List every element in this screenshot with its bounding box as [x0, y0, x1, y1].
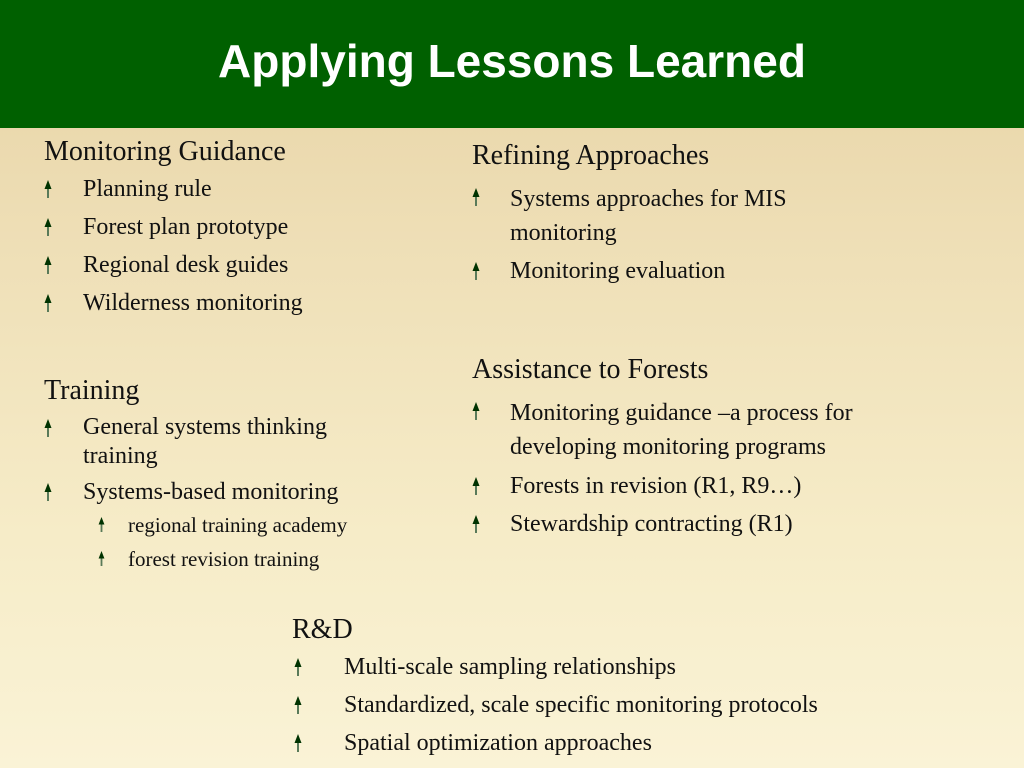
tree-bullet-icon [98, 517, 105, 532]
tree-bullet-icon [294, 658, 302, 676]
monitoring-guidance-section [44, 136, 444, 319]
training-list [44, 413, 444, 508]
training-section [44, 375, 444, 573]
tree-bullet-icon [294, 696, 302, 714]
list-item: Forests in revision (R1, R9…) [472, 471, 952, 502]
tree-bullet-icon [44, 294, 52, 312]
list-item: Systems-based monitoring [44, 477, 444, 508]
tree-bullet-icon [472, 188, 480, 206]
list-item: Monitoring guidance –a process for developing monitoring programs [472, 396, 950, 464]
tree-bullet-icon [44, 218, 52, 236]
list-item: Standardized, scale specific monitoring protocols [292, 690, 972, 721]
tree-bullet-icon [44, 180, 52, 198]
tree-bullet-icon [44, 419, 52, 437]
tree-bullet-icon [294, 734, 302, 752]
list-item: Monitoring evaluation [472, 256, 942, 287]
list-item: Multi-scale sampling relationships [292, 652, 972, 683]
list-item: Wilderness monitoring [44, 288, 444, 319]
assistance-to-forests-heading: Assistance to Forests [472, 354, 709, 385]
training-heading: Training [44, 375, 140, 406]
tree-bullet-icon [44, 256, 52, 274]
refining-approaches-heading: Refining Approaches [472, 140, 710, 171]
slide-title: Applying Lessons Learned [218, 35, 806, 87]
training-sublist [44, 512, 444, 573]
list-item: General systems thinking training [44, 413, 403, 471]
title-bar [0, 0, 1024, 128]
tree-bullet-icon [472, 402, 480, 420]
tree-bullet-icon [472, 262, 480, 280]
monitoring-guidance-heading: Monitoring Guidance [44, 136, 286, 167]
assistance-to-forests-list [472, 396, 952, 540]
tree-bullet-icon [44, 483, 52, 501]
list-item: forest revision training [44, 546, 444, 573]
list-item: Planning rule [44, 174, 444, 205]
tree-bullet-icon [98, 551, 105, 566]
list-item: Regional desk guides [44, 250, 444, 281]
tree-bullet-icon [472, 477, 480, 495]
rd-list [292, 652, 972, 759]
list-item: Systems approaches for MIS monitoring [472, 182, 890, 250]
rd-section [292, 614, 972, 759]
list-item: Forest plan prototype [44, 212, 444, 243]
list-item: Spatial optimization approaches [292, 728, 972, 759]
monitoring-guidance-list [44, 174, 444, 319]
rd-heading: R&D [292, 614, 353, 645]
refining-approaches-section [472, 140, 942, 287]
refining-approaches-list [472, 182, 942, 287]
tree-bullet-icon [472, 515, 480, 533]
list-item: Stewardship contracting (R1) [472, 509, 952, 540]
assistance-to-forests-section [472, 354, 952, 540]
list-item: regional training academy [44, 512, 444, 539]
